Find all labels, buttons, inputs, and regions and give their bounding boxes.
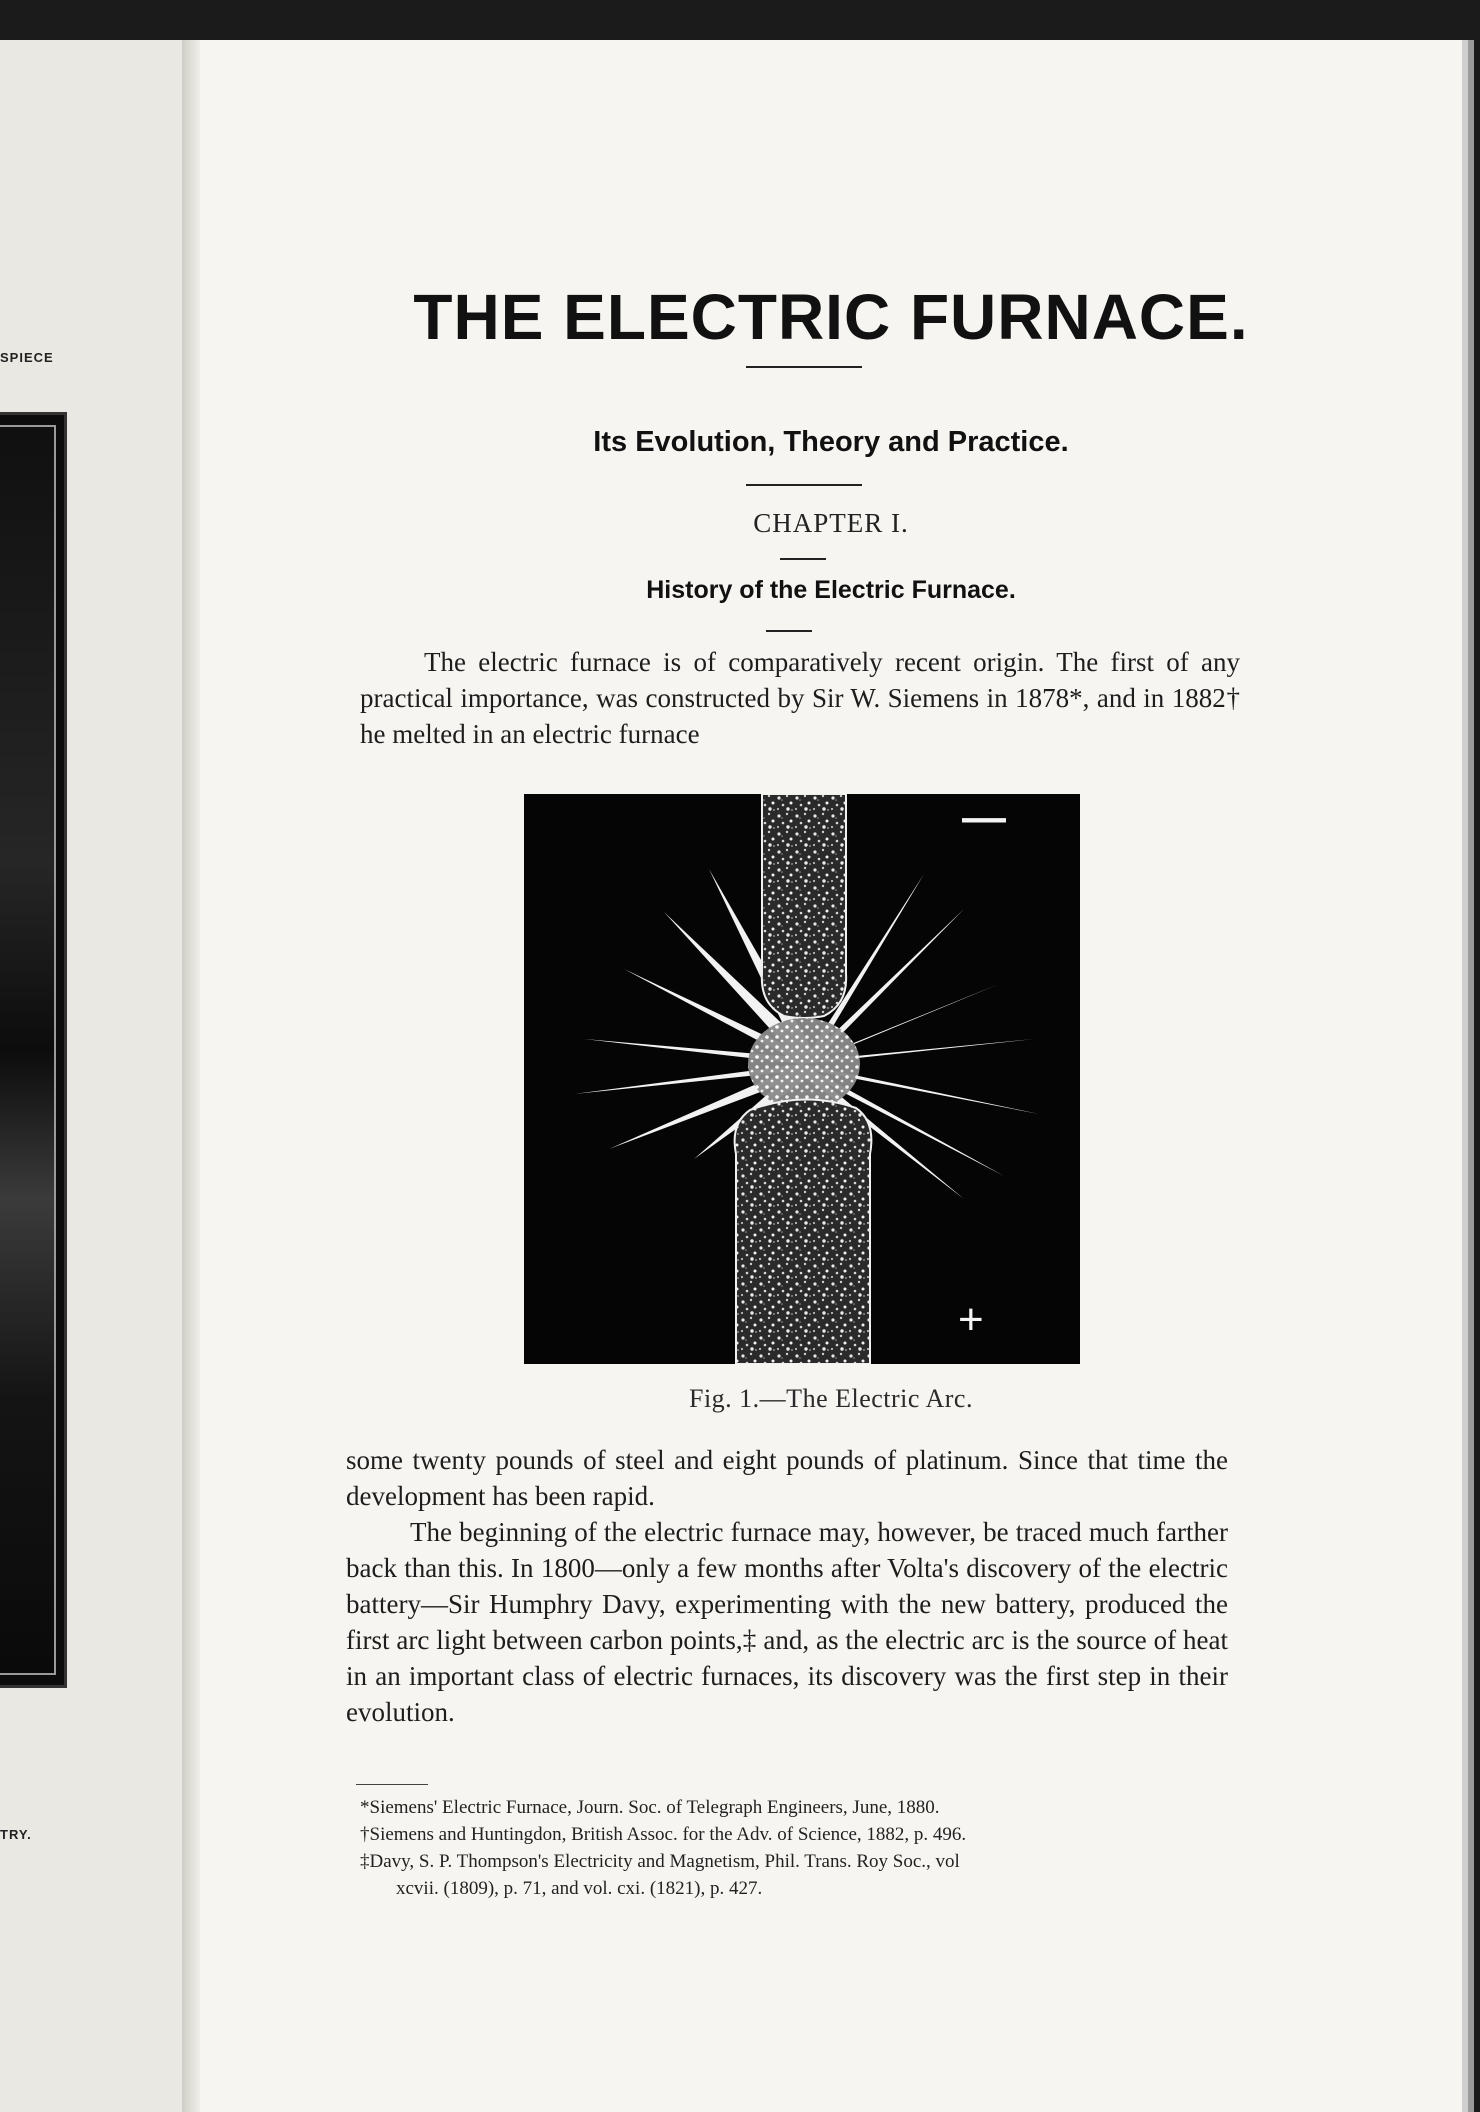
page-title: THE ELECTRIC FURNACE. [413,281,1249,353]
upper-carbon-rod [762,794,846,1018]
footnote-davy-continued: xcvii. (1809), p. 71, and vol. cxi. (1821), p. 427. [396,1878,763,1899]
frontispiece-plate [0,412,67,1688]
page-subtitle: Its Evolution, Theory and Practice. [593,426,1069,458]
plus-sign: + [958,1295,984,1344]
paragraph-intro: The electric furnace is of comparatively recent origin. The first of any practical importance, was constructed by Sir W. Siemens in 1878*, and in 1882† he melted in an electric furnace [360,647,1240,749]
chapter-divider [780,558,826,560]
arc-glow [748,1018,860,1110]
footnote-divider [356,1784,428,1785]
electric-arc-figure [524,794,1080,1364]
paragraph-davy: The beginning of the electric furnace may, however, be traced much farther back than this. In 1800—only a few months after Volta's discovery of the electric battery—Sir Humphry Davy, experimenting with the new battery, produced the first arc light between carbon points,‡ and, as the electric arc is the source of heat in an important class of electric furnaces, its discovery was the first step in their evolution. [346,1517,1228,1727]
title-divider [746,366,862,368]
section-heading: History of the Electric Furnace. [646,576,1016,604]
book-gutter [182,40,200,2112]
subtitle-divider [746,484,862,486]
minus-sign: — [962,794,1006,842]
book-page [200,40,1468,2112]
chapter-heading: CHAPTER I. [753,508,909,538]
left-page-caption-bottom: TRY. [0,1827,32,1842]
left-facing-page [0,40,184,2112]
electric-arc-illustration [524,794,1080,1364]
section-divider [766,630,812,632]
footnote-davy: ‡Davy, S. P. Thompson's Electricity and Magnetism, Phil. Trans. Roy Soc., vol [360,1851,960,1872]
left-page-caption-top: SPIECE [0,350,54,365]
footnote-siemens: *Siemens' Electric Furnace, Journ. Soc. of Telegraph Engineers, June, 1880. [360,1797,940,1818]
lower-carbon-rod [735,1099,872,1364]
footnotes [360,1794,1220,1902]
footnote-siemens-huntingdon: †Siemens and Huntingdon, British Assoc. for the Adv. of Science, 1882, p. 496. [360,1824,967,1845]
paragraph-continued: some twenty pounds of steel and eight pounds of platinum. Since that time the development has been rapid. [346,1445,1228,1511]
figure-caption: Fig. 1.—The Electric Arc. [689,1384,973,1413]
